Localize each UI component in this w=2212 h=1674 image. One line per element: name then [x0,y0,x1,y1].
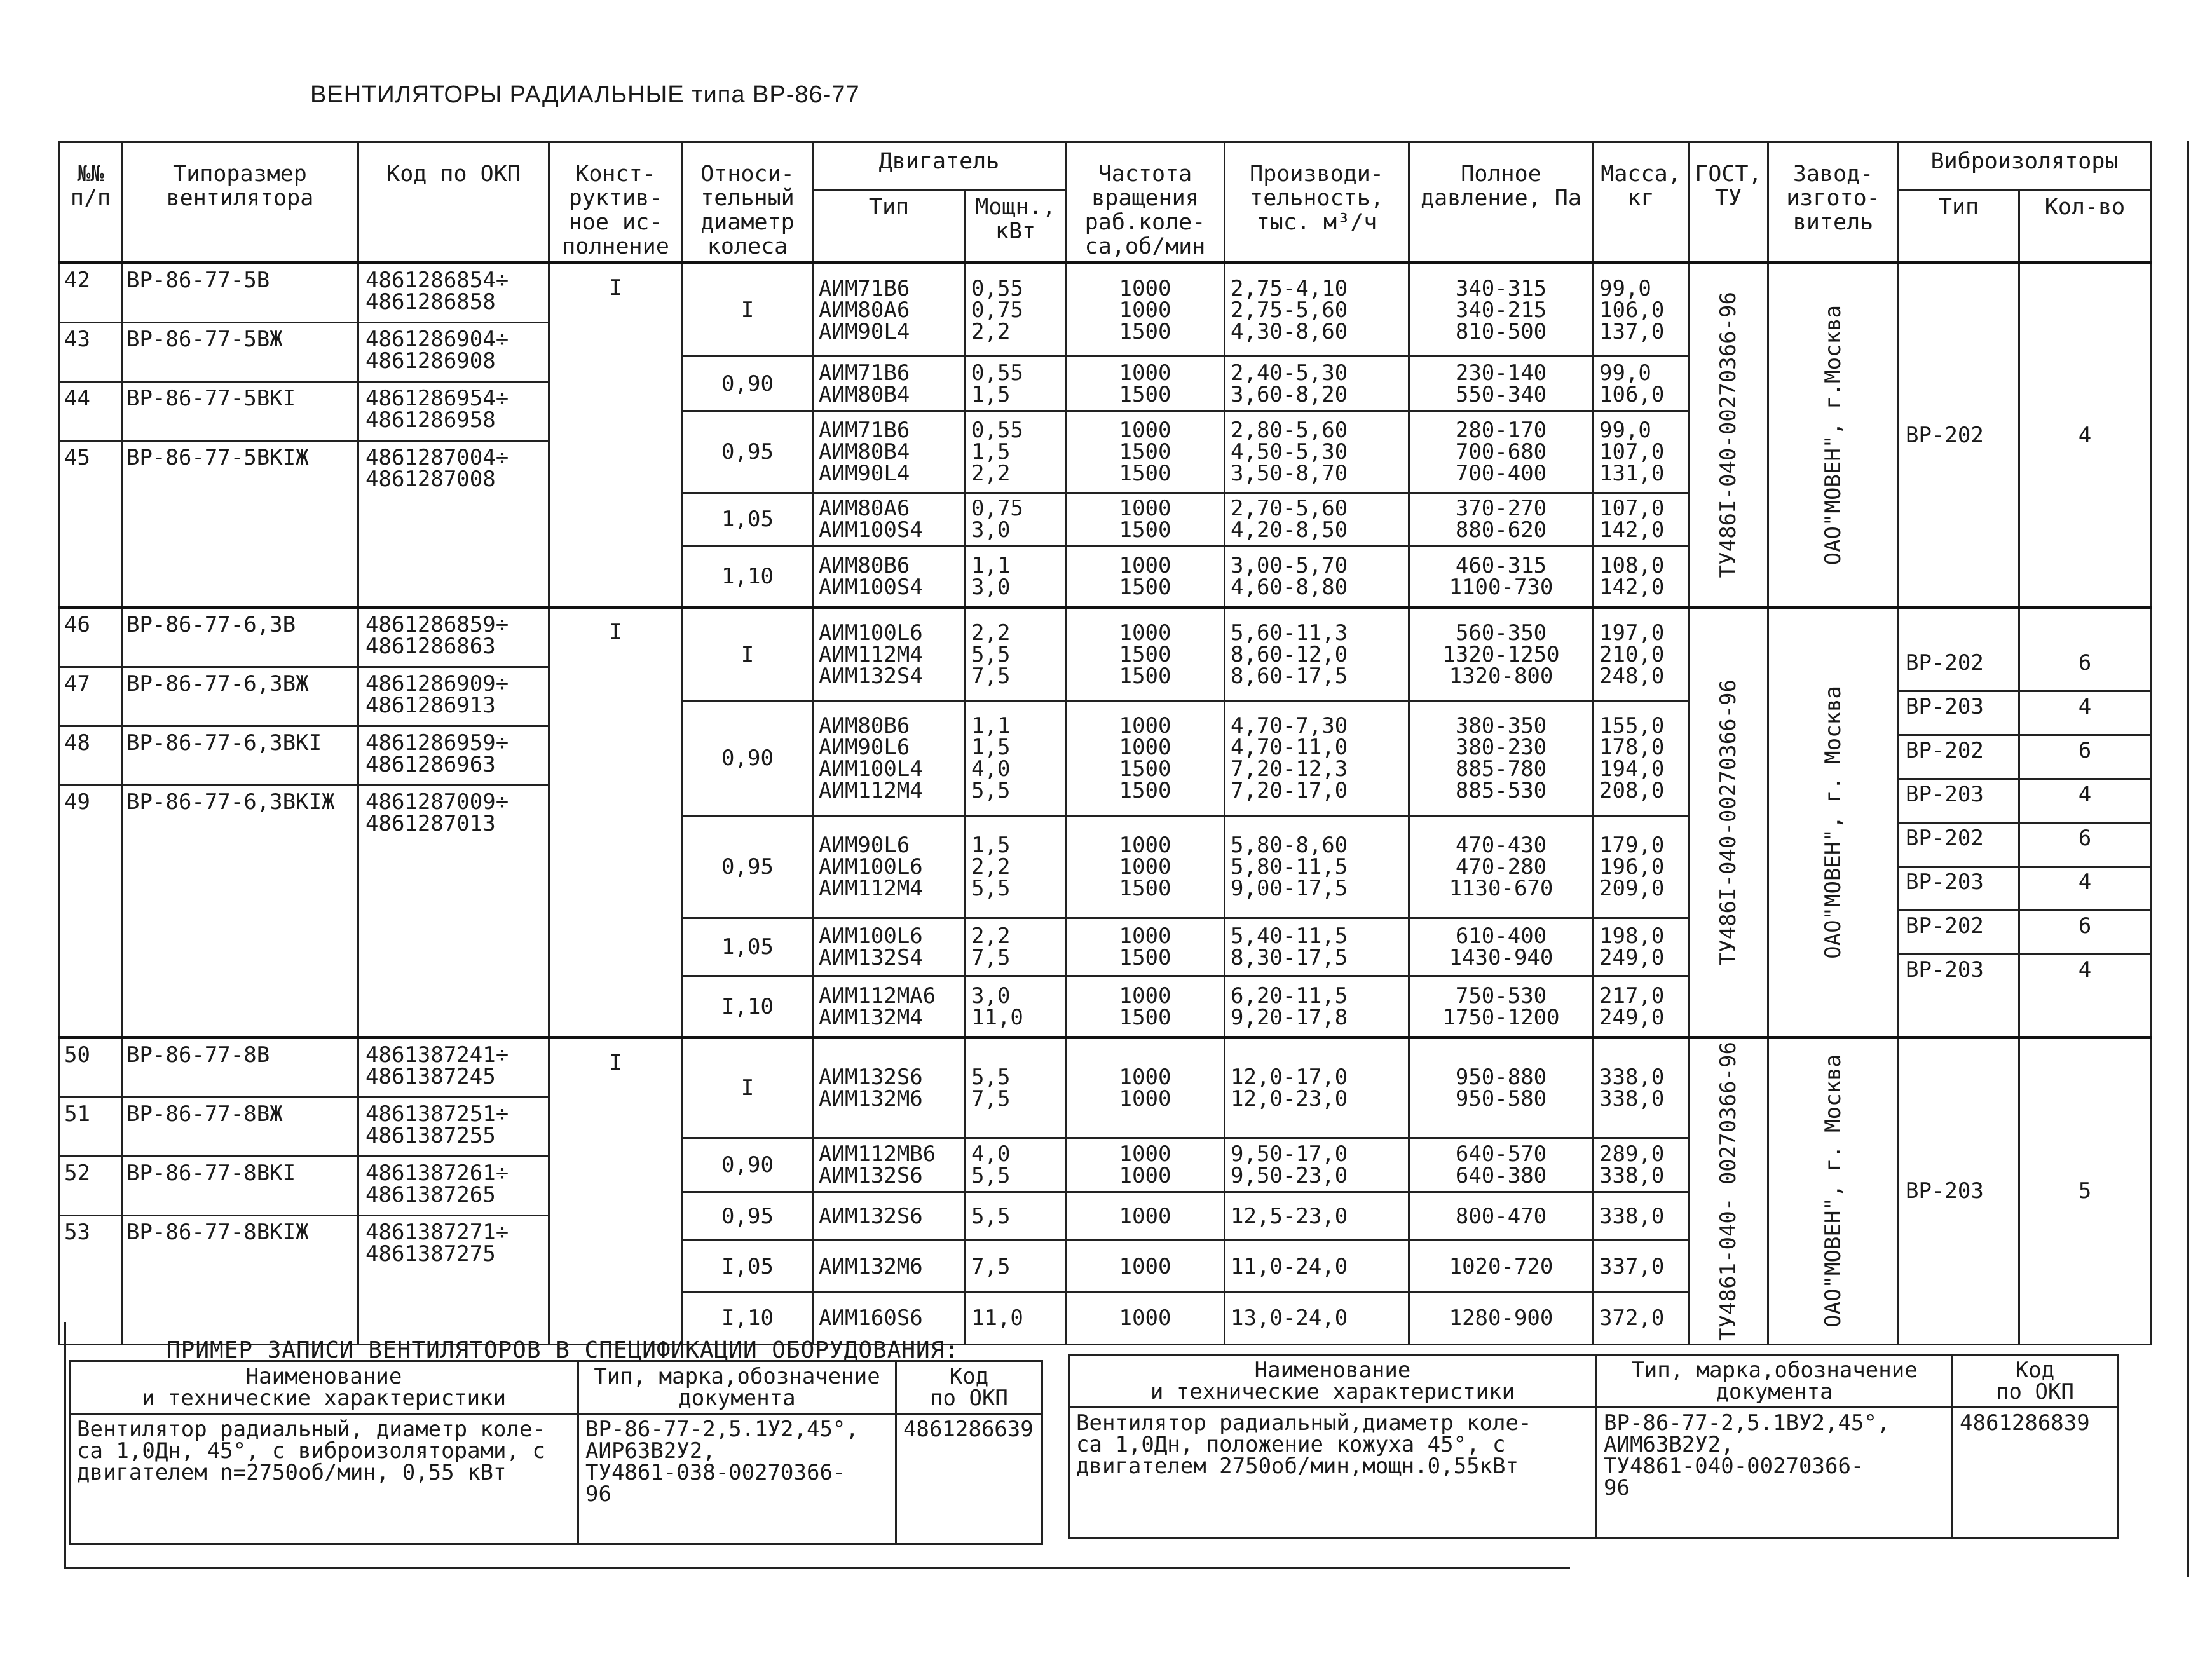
pressure: 610-400 1430-940 [1409,918,1594,976]
header-pressure: Полное давление, Па [1409,142,1594,263]
capacity: 2,70-5,60 4,20-8,50 [1225,493,1409,546]
sample-left-mark: ВР-86-77-2,5.1У2,45°, АИР63В2У2, ТУ4861-038-00270366- 96 [578,1414,896,1544]
vibro-qty: 4 [2078,422,2092,448]
vibro-qty: 5 [2078,1178,2092,1204]
header-gost: ГОСТ, ТУ [1689,142,1768,263]
header-factory: Завод- изгото- витель [1768,142,1899,263]
header-diameter: Относи- тельный диаметр колеса [683,142,813,263]
pressure: 1020-720 [1409,1241,1594,1293]
motor-power: 0,55 0,75 2,2 [966,263,1066,357]
okp-code-list [358,263,549,608]
wheel-diameter: I,10 [683,1293,813,1345]
vibro-qty: 4 [2078,956,2092,983]
gost-spec: ТУ486I-040-00270366-96 [1716,679,1741,966]
okp-code: 4861286909÷ 4861286913 [359,668,548,727]
header-motor: Двигатель [813,142,1066,191]
mass: 372,0 [1594,1293,1689,1345]
pressure: 460-315 1100-730 [1409,546,1594,608]
okp-code: 4861387261÷ 4861387265 [359,1157,548,1216]
motor-power: 0,75 3,0 [966,493,1066,546]
sample-table-right [1068,1354,2119,1539]
motor-type: АИМ71В6 АИМ80А6 АИМ90L4 [813,263,966,357]
wheel-diameter: 0,95 [683,1192,813,1241]
capacity: 2,75-4,10 2,75-5,60 4,30-8,60 [1225,263,1409,357]
row-number: 51 [60,1098,121,1157]
construct-version: I [549,263,683,608]
vibro-qty: 6 [2020,648,2150,692]
capacity: 2,80-5,60 4,50-5,30 3,50-8,70 [1225,411,1409,493]
wheel-diameter: I [683,263,813,357]
mass: 107,0 142,0 [1594,493,1689,546]
row-number: 45 [64,445,90,470]
motor-power: 2,2 5,5 7,5 [966,608,1066,701]
fan-type: ВР-86-77-8ВКIЖ [126,1220,309,1245]
vibro-type-cell [1899,608,2019,1038]
rotation-speed: 1000 [1066,1241,1225,1293]
wheel-diameter: I [683,1038,813,1138]
rotation-speed: 1000 1500 [1066,976,1225,1038]
pressure: 1280-900 [1409,1293,1594,1345]
motor-type: АИМ71В6 АИМ80В4 [813,357,966,411]
rotation-speed: 1000 1500 [1066,546,1225,608]
mass: 108,0 142,0 [1594,546,1689,608]
header-vibro-qty: Кол-во [2019,191,2151,263]
okp-code: 4861286959÷ 4861286963 [359,727,548,786]
capacity: 5,40-11,5 8,30-17,5 [1225,918,1409,976]
fan-type: ВР-86-77-8ВЖ [123,1098,357,1157]
wheel-diameter: 0,95 [683,816,813,918]
vibro-type: ВР-203 [1899,868,2018,911]
wheel-diameter: 1,05 [683,493,813,546]
pressure: 280-170 700-680 700-400 [1409,411,1594,493]
sample-right-col-code: Код по ОКП [1953,1355,2118,1408]
motor-power: 0,55 1,5 2,2 [966,411,1066,493]
wheel-diameter: 0,90 [683,357,813,411]
motor-type: АИМ132S6 АИМ132М6 [813,1038,966,1138]
mass: 217,0 249,0 [1594,976,1689,1038]
rotation-speed: 1000 1500 1500 [1066,411,1225,493]
motor-type: АИМ80А6 АИМ100S4 [813,493,966,546]
okp-code-list [358,608,549,1038]
vibro-type: ВР-203 [1899,692,2018,736]
mass: 338,0 [1594,1192,1689,1241]
motor-power: 3,0 11,0 [966,976,1066,1038]
motor-type: АИМ100L6 АИМ132S4 [813,918,966,976]
fan-type: ВР-86-77-6,3ВКI [123,727,357,786]
mass: 179,0 196,0 209,0 [1594,816,1689,918]
rotation-speed: 1000 1000 1500 1500 [1066,701,1225,816]
rotation-speed: 1000 1000 1500 [1066,816,1225,918]
fan-type-list [122,1038,358,1345]
frame-bottom [64,1567,1570,1569]
vibro-type: ВР-202 [1899,736,2018,780]
motor-power: 5,5 7,5 [966,1038,1066,1138]
fan-type: ВР-86-77-6,3В [123,609,357,668]
capacity: 5,80-8,60 5,80-11,5 9,00-17,5 [1225,816,1409,918]
sample-right-row [1069,1408,2118,1538]
capacity: 9,50-17,0 9,50-23,0 [1225,1138,1409,1192]
mass: 197,0 210,0 248,0 [1594,608,1689,701]
pressure: 950-880 950-580 [1409,1038,1594,1138]
table-body [60,263,2151,1345]
vibro-type: ВР-203 [1906,956,1984,983]
vibro-qty: 6 [2020,824,2150,868]
gost-cell [1689,608,1768,1038]
row-number: 46 [60,609,121,668]
fan-type: ВР-86-77-5В [123,264,357,323]
gost-spec: ТУ4861-040- 00270366-96 [1716,1042,1741,1341]
rotation-speed: 1000 [1066,1293,1225,1345]
vibro-type-cell [1899,1038,2019,1345]
vibro-qty: 6 [2020,911,2150,955]
vibro-type: ВР-202 [1899,648,2018,692]
motor-power: 2,2 7,5 [966,918,1066,976]
mass: 337,0 [1594,1241,1689,1293]
row-numbers [60,263,122,608]
vibro-type: ВР-202 [1899,824,2018,868]
header-capacity: Производи- тельность, тыс. м³/ч [1225,142,1409,263]
header-type: Типоразмер вентилятора [122,142,358,263]
wheel-diameter: I,10 [683,976,813,1038]
wheel-diameter: I [683,608,813,701]
motor-power: 7,5 [966,1241,1066,1293]
mass: 198,0 249,0 [1594,918,1689,976]
motor-type: АИМ160S6 [813,1293,966,1345]
rotation-speed: 1000 [1066,1192,1225,1241]
header-okp: Код по ОКП [358,142,549,263]
fan-type: ВР-86-77-5ВКIЖ [126,445,309,470]
motor-power: 1,5 2,2 5,5 [966,816,1066,918]
pressure: 370-270 880-620 [1409,493,1594,546]
capacity: 2,40-5,30 3,60-8,20 [1225,357,1409,411]
motor-power: 0,55 1,5 [966,357,1066,411]
capacity: 4,70-7,30 4,70-11,0 7,20-12,3 7,20-17,0 [1225,701,1409,816]
sample-left-code: 4861286639 [896,1414,1042,1544]
mass: 99,0 106,0 137,0 [1594,263,1689,357]
capacity: 13,0-24,0 [1225,1293,1409,1345]
okp-code-list [358,1038,549,1345]
rotation-speed: 1000 1500 [1066,357,1225,411]
wheel-diameter: 0,95 [683,411,813,493]
fan-type: ВР-86-77-8ВКI [123,1157,357,1216]
mass: 338,0 338,0 [1594,1038,1689,1138]
row-number: 52 [60,1157,121,1216]
frame-right [2187,141,2189,1577]
motor-type: АИМ132М6 [813,1241,966,1293]
fan-type: ВР-86-77-8В [123,1039,357,1098]
motor-power: 1,1 1,5 4,0 5,5 [966,701,1066,816]
manufacturer: ОАО"МОВЕН", г. Москва [1820,1054,1846,1328]
row-number: 50 [60,1039,121,1098]
mass: 99,0 107,0 131,0 [1594,411,1689,493]
pressure: 230-140 550-340 [1409,357,1594,411]
wheel-diameter: 0,90 [683,1138,813,1192]
motor-type: АИМ80В6 АИМ90L6 АИМ100L4 АИМ112М4 [813,701,966,816]
okp-code: 4861286904÷ 4861286908 [359,323,548,383]
fan-type-list [122,263,358,608]
sample-table-left [69,1360,1043,1545]
vibro-qty-cell [2019,1038,2151,1345]
motor-type: АИМ112МА6 АИМ132М4 [813,976,966,1038]
capacity: 3,00-5,70 4,60-8,80 [1225,546,1409,608]
gost-spec: ТУ486I-040-00270366-96 [1716,292,1741,578]
wheel-diameter: 1,10 [683,546,813,608]
row-number: 49 [64,789,90,815]
mass: 155,0 178,0 194,0 208,0 [1594,701,1689,816]
manufacturer: ОАО"МОВЕН", г.Москва [1820,304,1846,566]
sample-title: ПРИМЕР ЗАПИСИ ВЕНТИЛЯТОРОВ В СПЕЦИФИКАЦИИ ОБОРУДОВАНИЯ: [167,1337,960,1363]
motor-power: 4,0 5,5 [966,1138,1066,1192]
construct-version: I [549,608,683,1038]
header-row [60,142,2151,191]
vibro-type: ВР-202 [1906,422,1984,448]
okp-code: 4861286854÷ 4861286858 [359,264,548,323]
table-row [60,1038,2151,1138]
capacity: 6,20-11,5 9,20-17,8 [1225,976,1409,1038]
motor-type: АИМ112МВ6 АИМ132S6 [813,1138,966,1192]
row-number: 48 [60,727,121,786]
capacity: 5,60-11,3 8,60-12,0 8,60-17,5 [1225,608,1409,701]
sample-right-header [1069,1355,2118,1408]
pressure: 750-530 1750-1200 [1409,976,1594,1038]
mass: 289,0 338,0 [1594,1138,1689,1192]
gost-cell [1689,1038,1768,1345]
pressure: 340-315 340-215 810-500 [1409,263,1594,357]
motor-type: АИМ80В6 АИМ100S4 [813,546,966,608]
capacity: 11,0-24,0 [1225,1241,1409,1293]
vibro-qty-cell [2019,263,2151,608]
sample-right-col-name: Наименование и технические характеристики [1069,1355,1597,1408]
motor-type: АИМ90L6 АИМ100L6 АИМ112М4 [813,816,966,918]
row-number: 53 [64,1220,90,1245]
row-numbers [60,608,122,1038]
row-number: 47 [60,668,121,727]
wheel-diameter: I,05 [683,1241,813,1293]
vibro-qty: 4 [2020,692,2150,736]
rotation-speed: 1000 1500 1500 [1066,608,1225,701]
mass: 99,0 106,0 [1594,357,1689,411]
header-num: №№ п/п [60,142,122,263]
sample-right-name: Вентилятор радиальный,диаметр коле- са 1,0Дн, положение кожуха 45°, с двигателем 2750об/мин,мощн.0,55кВт [1069,1408,1597,1538]
capacity: 12,0-17,0 12,0-23,0 [1225,1038,1409,1138]
row-number: 42 [60,264,121,323]
motor-type: АИМ71В6 АИМ80В4 АИМ90L4 [813,411,966,493]
header-vibro: Виброизоляторы [1899,142,2151,191]
fan-type: ВР-86-77-6,3ВКIЖ [126,789,335,815]
wheel-diameter: 1,05 [683,918,813,976]
fan-type-list [122,608,358,1038]
vibro-qty: 4 [2020,868,2150,911]
vibro-qty: 4 [2020,780,2150,824]
header-motor-power: Мощн., кВт [966,191,1066,263]
fan-type: ВР-86-77-6,3ВЖ [123,668,357,727]
rotation-speed: 1000 1000 [1066,1138,1225,1192]
header-speed: Частота вращения раб.коле- са,об/мин [1066,142,1225,263]
sample-left-col-mark: Тип, марка,обозначение документа [578,1361,896,1414]
rotation-speed: 1000 1500 [1066,918,1225,976]
vibro-type-cell [1899,263,2019,608]
pressure: 560-350 1320-1250 1320-800 [1409,608,1594,701]
pressure: 640-570 640-380 [1409,1138,1594,1192]
frame-left [64,1322,66,1567]
okp-code: 4861286859÷ 4861286863 [359,609,548,668]
motor-power: 1,1 3,0 [966,546,1066,608]
sample-right-mark: ВР-86-77-2,5.1ВУ2,45°, АИМ63В2У2, ТУ4861-040-00270366- 96 [1597,1408,1953,1538]
construct-version: I [549,1038,683,1345]
header-construct: Конст- руктив- ное ис- полнение [549,142,683,263]
fan-type: ВР-86-77-5ВКI [123,383,357,442]
sample-right-code: 4861286839 [1953,1408,2118,1538]
pressure: 380-350 380-230 885-780 885-530 [1409,701,1594,816]
header-motor-type: Тип [813,191,966,263]
vibro-type: ВР-203 [1906,1178,1984,1204]
sample-right-col-mark: Тип, марка,обозначение документа [1597,1355,1953,1408]
okp-code: 4861387251÷ 4861387255 [359,1098,548,1157]
sample-left-col-code: Код по ОКП [896,1361,1042,1414]
sample-left-row [70,1414,1042,1544]
factory-cell [1768,263,1899,608]
vibro-type: ВР-203 [1899,780,2018,824]
manufacturer: ОАО"МОВЕН", г. Москва [1820,686,1846,959]
motor-power: 5,5 [966,1192,1066,1241]
sample-left-header [70,1361,1042,1414]
page-title: ВЕНТИЛЯТОРЫ РАДИАЛЬНЫЕ типа ВР-86-77 [310,81,860,108]
factory-cell [1768,1038,1899,1345]
motor-type: АИМ100L6 АИМ112М4 АИМ132S4 [813,608,966,701]
okp-code: 4861387241÷ 4861387245 [359,1039,548,1098]
rotation-speed: 1000 1500 [1066,493,1225,546]
motor-power: 11,0 [966,1293,1066,1345]
okp-code: 4861387271÷ 4861387275 [365,1220,509,1267]
vibro-qty: 6 [2020,736,2150,780]
rotation-speed: 1000 1000 [1066,1038,1225,1138]
okp-code: 4861286954÷ 4861286958 [359,383,548,442]
vibro-type: ВР-202 [1899,911,2018,955]
pressure: 470-430 470-280 1130-670 [1409,816,1594,918]
vibro-qty-cell [2019,608,2151,1038]
fan-type: ВР-86-77-5ВЖ [123,323,357,383]
capacity: 12,5-23,0 [1225,1192,1409,1241]
table-row [60,263,2151,357]
gost-cell [1689,263,1768,608]
row-number: 44 [60,383,121,442]
fan-spec-table [58,141,2152,1345]
header-vibro-type: Тип [1899,191,2019,263]
factory-cell [1768,608,1899,1038]
row-numbers [60,1038,122,1345]
table-row [60,608,2151,701]
sample-left-name: Вентилятор радиальный, диаметр коле- са 1,0Дн, 45°, с виброизоляторами, с двигателем n=2750об/мин, 0,55 кВт [70,1414,578,1544]
header-mass: Масса, кг [1594,142,1689,263]
pressure: 800-470 [1409,1192,1594,1241]
motor-type: АИМ132S6 [813,1192,966,1241]
row-number: 43 [60,323,121,383]
sample-left-col-name: Наименование и технические характеристики [70,1361,578,1414]
okp-code: 4861287009÷ 4861287013 [365,789,509,836]
rotation-speed: 1000 1000 1500 [1066,263,1225,357]
okp-code: 4861287004÷ 4861287008 [365,445,509,492]
wheel-diameter: 0,90 [683,701,813,816]
